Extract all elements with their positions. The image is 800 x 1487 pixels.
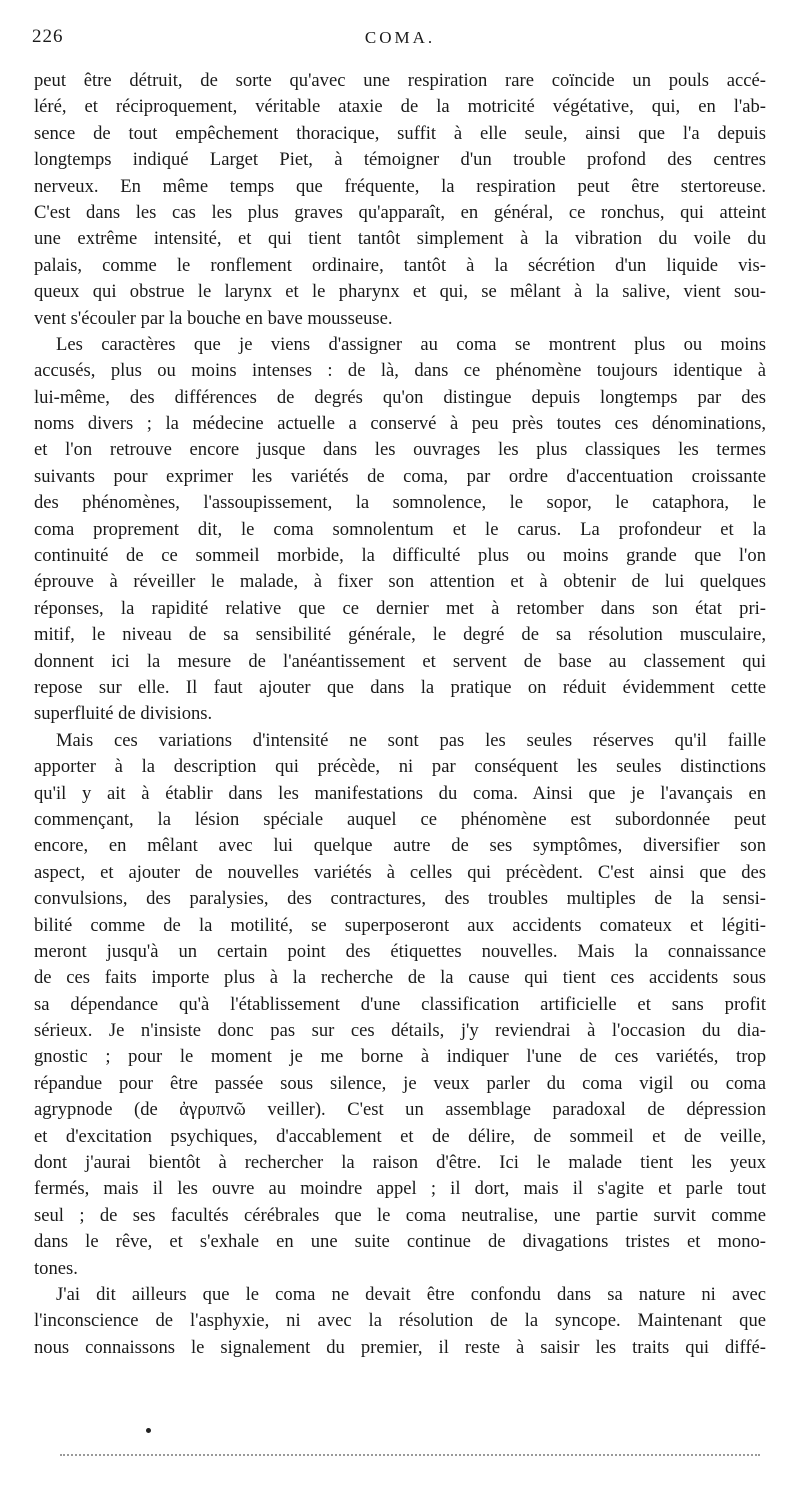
text-line: donnent ici la mesure de l'anéantissement et servent de base au classement qui xyxy=(34,650,766,672)
text-line: accusés, plus ou moins intenses : de là, dans ce phénomène toujours identique à xyxy=(34,360,766,382)
text-line: sérieux. Je n'insiste donc pas sur ces détails, j'y reviendrai à l'occasion du dia- xyxy=(34,1020,766,1042)
text-line: noms divers ; la médecine actuelle a conservé à peu près toutes ces dénominations, xyxy=(34,413,766,435)
text-line: Mais ces variations d'intensité ne sont pas les seules réserves qu'il faille xyxy=(56,729,766,751)
text-line: léré, et réciproquement, véritable ataxie de la motricité végétative, qui, en l'ab- xyxy=(34,96,766,118)
body-text xyxy=(34,68,766,1361)
text-line: éprouve à réveiller le malade, à fixer son attention et à obtenir de lui quelques xyxy=(34,571,766,593)
text-line: longtemps indiqué Larget Piet, à témoigner d'un trouble profond des centres xyxy=(34,149,766,171)
text-line: nous connaissons le signalement du premier, il reste à saisir les traits qui diffé- xyxy=(34,1336,766,1358)
text-line: repose sur elle. Il faut ajouter que dans la pratique on réduit évidemment cette xyxy=(34,676,766,698)
bleed-through-rule xyxy=(60,1454,760,1456)
text-line: continuité de ce sommeil morbide, la difficulté plus ou moins grande que l'on xyxy=(34,545,766,567)
text-line: peut être détruit, de sorte qu'avec une respiration rare coïncide un pouls accé- xyxy=(34,70,766,91)
text-line: vent s'écouler par la bouche en bave mousseuse. xyxy=(34,307,393,329)
text-line: superfluité de divisions. xyxy=(34,703,213,725)
text-line: sa dépendance qu'à l'établissement d'une classification artificielle et sans profit xyxy=(34,993,766,1015)
text-line: de ces faits importe plus à la recherche de la cause qui tient ces accidents sous xyxy=(34,967,766,989)
text-line: queux qui obstrue le larynx et le pharynx et qui, se mêlant à la salive, vient sou- xyxy=(34,281,766,303)
text-line: agrypnode (de ἀγρυπνῶ veiller). C'est un assemblage paradoxal de dépression xyxy=(34,1099,766,1121)
text-line: sence de tout empêchement thoracique, suffit à elle seule, ainsi que l'a depuis xyxy=(34,122,766,144)
text-line: gnostic ; pour le moment je me borne à indiquer l'une de ces variétés, trop xyxy=(34,1046,766,1068)
text-line: tones. xyxy=(34,1257,78,1279)
running-title: COMA. xyxy=(364,28,436,47)
text-line: bilité comme de la motilité, se superposeront aux accidents comateux et légiti- xyxy=(34,914,766,936)
text-line: convulsions, des paralysies, des contractures, des troubles multiples de la sensi- xyxy=(34,888,766,910)
stray-dot-mark xyxy=(146,1428,151,1433)
text-line: qu'il y ait à établir dans les manifestations du coma. Ainsi que je l'avançais en xyxy=(34,782,766,804)
text-line: répandue pour être passée sous silence, je veux parler du coma vigil ou coma xyxy=(34,1072,766,1094)
text-line: fermés, mais il les ouvre au moindre appel ; il dort, mais il s'agite et parle tout xyxy=(34,1178,766,1200)
text-line: mitif, le niveau de sa sensibilité générale, le degré de sa résolution musculaire, xyxy=(34,624,766,646)
text-line: réponses, la rapidité relative que ce dernier met à retomber dans son état pri- xyxy=(34,597,766,619)
text-line: apporter à la description qui précède, ni par conséquent les seules distinctions xyxy=(34,756,766,778)
text-line: J'ai dit ailleurs que le coma ne devait être confondu dans sa nature ni avec xyxy=(56,1283,766,1305)
text-line: et l'on retrouve encore jusque dans les ouvrages les plus classiques les termes xyxy=(34,439,766,461)
text-line: encore, en mêlant avec lui quelque autre de ses symptômes, diversifier son xyxy=(34,835,766,857)
text-line: une extrême intensité, et qui tient tantôt simplement à la vibration du voile du xyxy=(34,228,766,250)
text-line: lui-même, des différences de degrés qu'on distingue depuis longtemps par des xyxy=(34,386,766,408)
text-line: nerveux. En même temps que fréquente, la respiration peut être stertoreuse. xyxy=(34,175,766,197)
text-line: meront jusqu'à un certain point des étiquettes nouvelles. Mais la connaissance xyxy=(34,940,766,962)
text-line: et d'excitation psychiques, d'accablement et de délire, de sommeil et de veille, xyxy=(34,1125,766,1147)
text-line: suivants pour exprimer les variétés de coma, par ordre d'accentuation croissante xyxy=(34,465,766,487)
text-line: dans le rêve, et s'exhale en une suite continue de divagations tristes et mono- xyxy=(34,1231,766,1253)
text-line: seul ; de ses facultés cérébrales que le coma neutralise, une partie survit comme xyxy=(34,1204,766,1226)
text-line: des phénomènes, l'assoupissement, la somnolence, le sopor, le cataphora, le xyxy=(34,492,766,514)
text-line: commençant, la lésion spéciale auquel ce phénomène est subordonnée peut xyxy=(34,808,766,830)
text-line: C'est dans les cas les plus graves qu'apparaît, en général, ce ronchus, qui atteint xyxy=(34,201,766,223)
text-line: Les caractères que je viens d'assigner au coma se montrent plus ou moins xyxy=(56,333,766,355)
text-line: palais, comme le ronflement ordinaire, tantôt à la sécrétion d'un liquide vis- xyxy=(34,254,766,276)
text-line: aspect, et ajouter de nouvelles variétés à celles qui précèdent. C'est ainsi que des xyxy=(34,861,766,883)
text-line: l'inconscience de l'asphyxie, ni avec la résolution de la syncope. Maintenant que xyxy=(34,1310,766,1332)
text-line: coma proprement dit, le coma somnolentum et le carus. La profondeur et la xyxy=(34,518,766,540)
page-number: 226 xyxy=(32,26,64,47)
text-line: dont j'aurai bientôt à rechercher la raison d'être. Ici le malade tient les yeux xyxy=(34,1152,766,1174)
